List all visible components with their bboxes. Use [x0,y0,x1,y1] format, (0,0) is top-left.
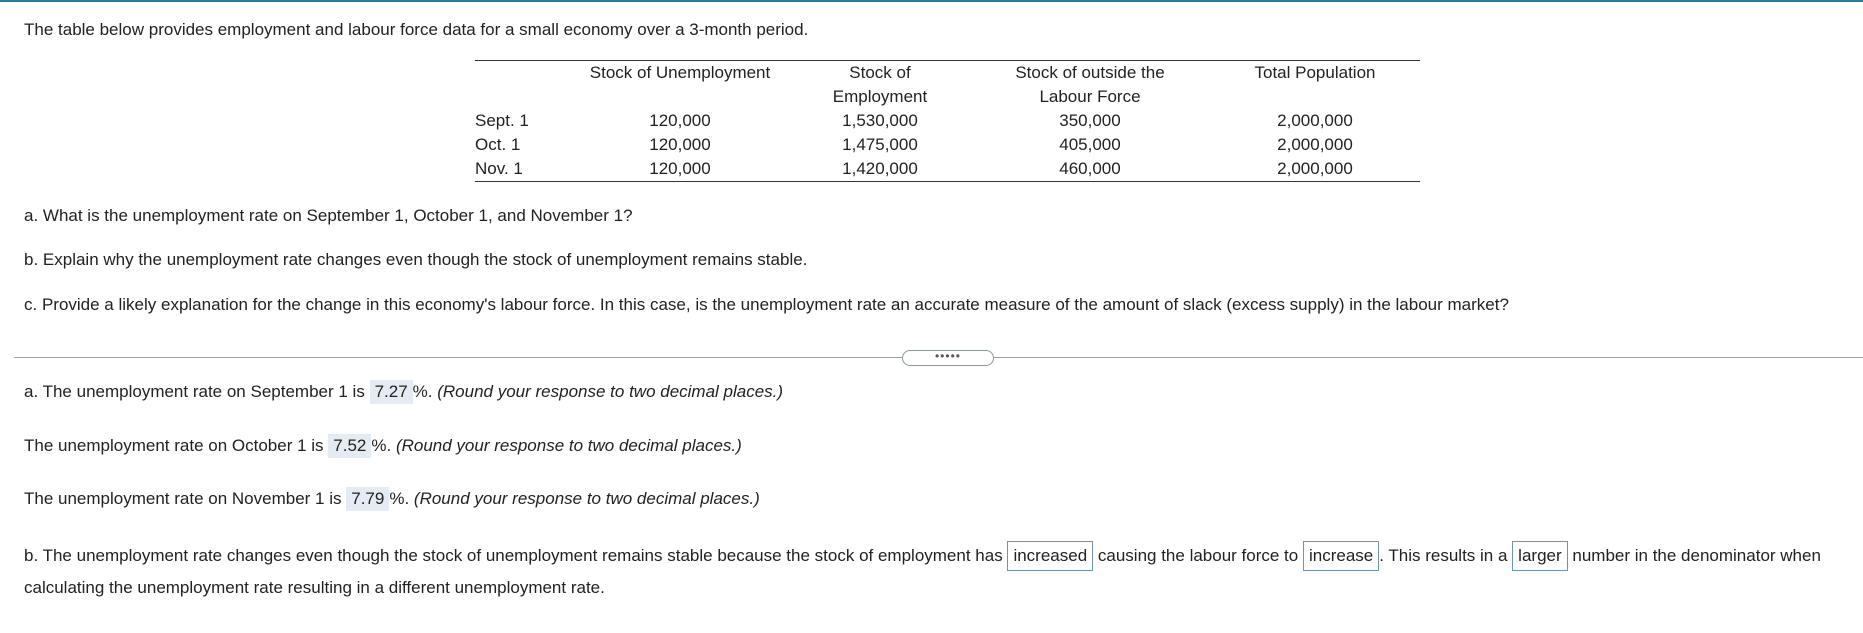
percent-suffix: %. [371,436,392,455]
cell-employment: 1,475,000 [842,135,918,154]
round-hint: (Round your response to two decimal places.) [437,382,784,401]
row-label: Sept. 1 [475,111,529,130]
percent-suffix: %. [412,382,433,401]
cell-unemployment: 120,000 [649,159,711,178]
table-row [475,133,1420,157]
header-unemployment: Stock of Unemployment [589,63,771,82]
answer-b-part4: number in the denominator when calculating the unemployment rate resulting in a different unemployment rate. [24,546,1821,597]
header-employment [790,61,970,110]
round-hint: (Round your response to two decimal places.) [413,489,760,508]
cell-employment: 1,420,000 [842,159,918,178]
question-a: a. What is the unemployment rate on September 1, October 1, and November 1? [24,206,633,225]
cell-unemployment: 120,000 [649,111,711,130]
answer-sept-value[interactable]: 7.27 [370,380,413,404]
cell-outside-labour-force: 460,000 [1059,159,1121,178]
answer-b-part2: causing the labour force to [1097,546,1299,565]
table-row [475,109,1420,133]
labour-force-table [475,60,1420,182]
header-olf-line2: Labour Force [1039,87,1141,106]
cell-population: 2,000,000 [1277,159,1353,178]
table-header-row [475,61,1420,110]
labour-force-change-dropdown[interactable]: increase [1303,541,1379,571]
question-b: b. Explain why the unemployment rate changes even though the stock of unemployment remains stable. [24,250,808,269]
percent-suffix: %. [389,489,410,508]
answer-sept [24,380,783,404]
row-label: Oct. 1 [475,135,521,154]
table-row [475,157,1420,182]
answer-b-part1: b. The unemployment rate changes even though the stock of unemployment remains stable because the stock of employment has [24,546,1003,565]
header-olf-line1: Stock of outside the [1015,63,1165,82]
cell-outside-labour-force: 405,000 [1059,135,1121,154]
cell-population: 2,000,000 [1277,135,1353,154]
cell-unemployment: 120,000 [649,135,711,154]
header-population: Total Population [1254,63,1376,82]
cell-outside-labour-force: 350,000 [1059,111,1121,130]
answer-nov-value[interactable]: 7.79 [346,487,389,511]
intro-text: The table below provides employment and labour force data for a small economy over a 3-month period. [24,20,809,39]
round-hint: (Round your response to two decimal places.) [395,436,742,455]
denominator-size-dropdown[interactable]: larger [1512,541,1567,571]
header-blank [475,61,570,110]
cell-population: 2,000,000 [1277,111,1353,130]
cell-employment: 1,530,000 [842,111,918,130]
answer-oct-value[interactable]: 7.52 [328,434,371,458]
answer-nov [24,487,760,511]
header-employment-line2: Employment [832,87,928,106]
top-rule [0,0,1863,2]
answer-b-part3: . This results in a [1379,546,1508,565]
employment-change-dropdown[interactable]: increased [1007,541,1093,571]
answer-oct-prefix: The unemployment rate on October 1 is [24,436,324,455]
answer-b-paragraph [24,540,1844,604]
header-outside-labour-force [970,61,1210,110]
section-divider-left [14,357,902,358]
answer-nov-prefix: The unemployment rate on November 1 is [24,489,342,508]
answer-oct [24,434,742,458]
row-label: Nov. 1 [475,159,523,178]
expand-toggle-button[interactable]: ••••• [902,350,994,366]
section-divider-right [994,357,1863,358]
answer-sept-prefix: a. The unemployment rate on September 1 is [24,382,365,401]
header-employment-line1: Stock of [849,63,911,82]
question-c: c. Provide a likely explanation for the change in this economy's labour force. In this case, is the unemployment rate an accurate measure of the amount of slack (excess supply) in the labour market? [24,295,1509,314]
